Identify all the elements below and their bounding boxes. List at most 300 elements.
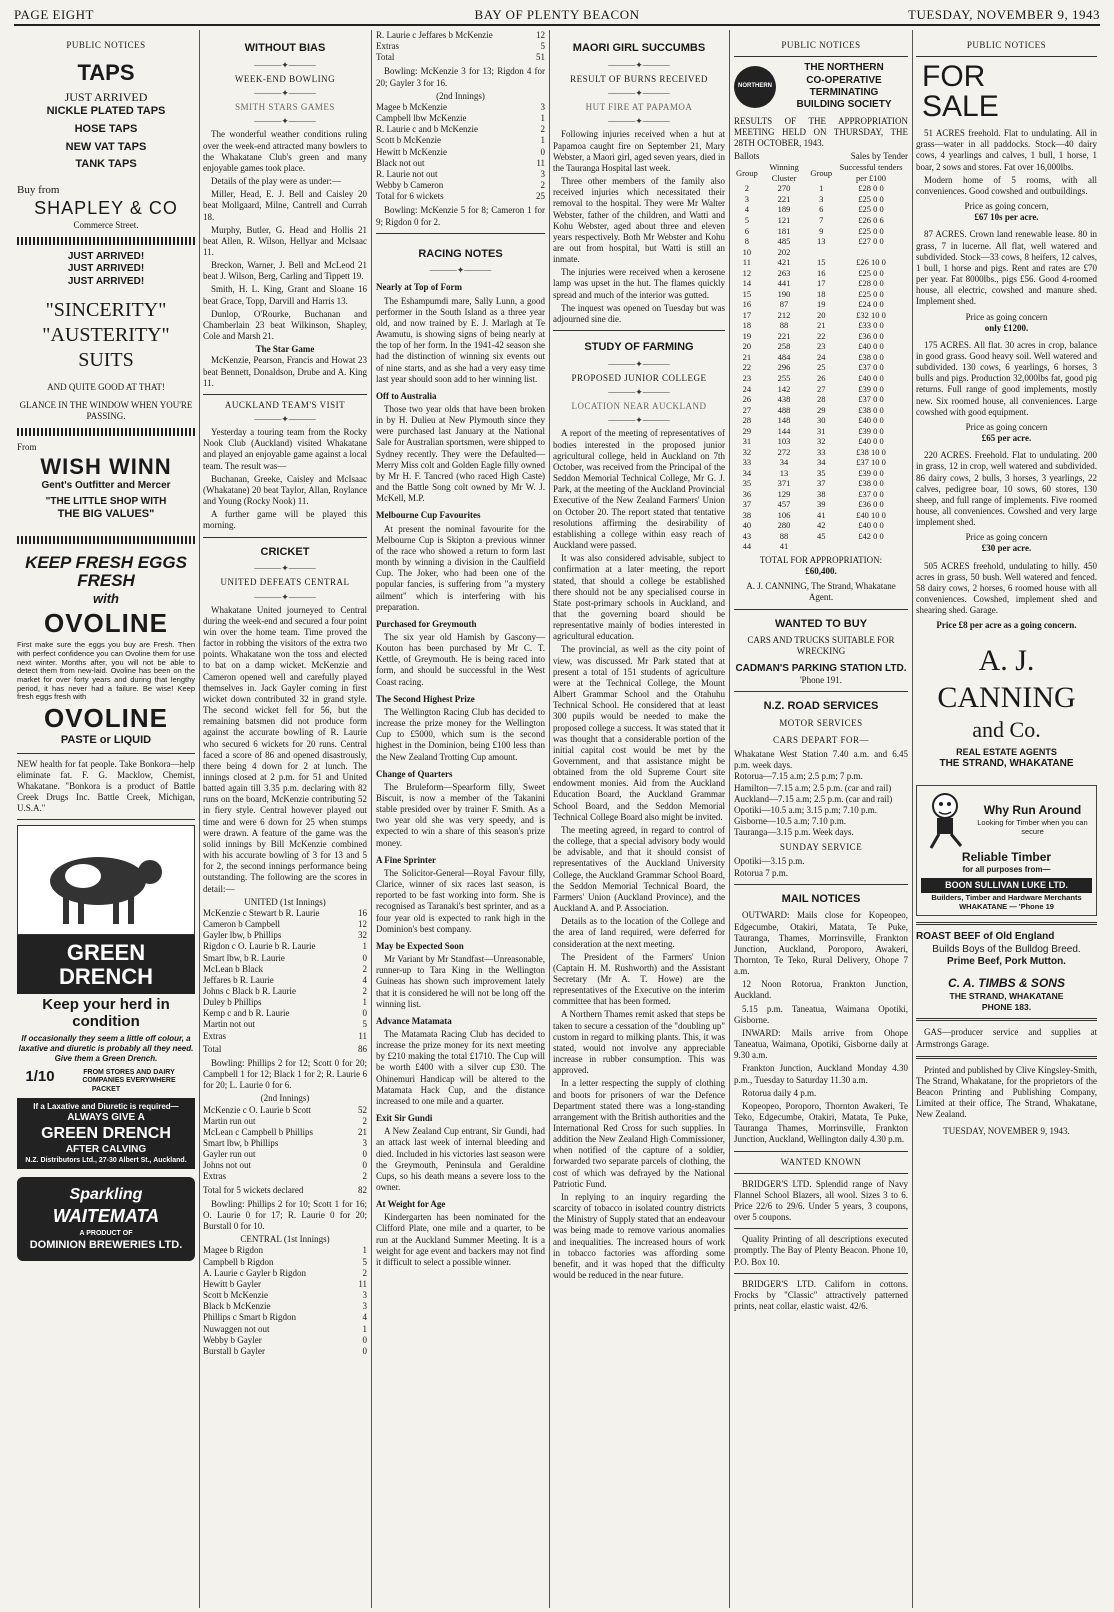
paragraph: Yesterday a touring team from the Rocky Nook Club (Auckland) visited Whakatane and played an enjoyable game against a local team. The result was— — [203, 427, 367, 471]
dominion-breweries: DOMINION BREWERIES LTD. — [29, 1239, 183, 1252]
racing-subhead: Purchased for Greymouth — [376, 618, 477, 629]
score-row — [376, 158, 545, 169]
table-cell: 21 — [742, 351, 752, 362]
real-estate-agents: REAL ESTATE AGENTS — [956, 747, 1057, 758]
society-name: BUILDING SOCIETY — [796, 99, 892, 111]
table-cell: 23 — [742, 372, 752, 383]
table-cell: 37 — [742, 499, 752, 510]
suits-heading: SUITS — [78, 348, 134, 371]
total-label: Total for 6 wickets — [376, 191, 444, 202]
table-cell: £25 0 0 — [858, 225, 884, 236]
table-cell: 40 — [742, 520, 752, 531]
player-name: R. Laurie c Jeffares b McKenzie — [376, 30, 493, 40]
table-row — [734, 341, 908, 352]
bowling-subheading: WEEK-END BOWLING — [234, 73, 336, 84]
table-cell: 34 — [816, 457, 826, 468]
maori-girl-heading: MAORI GIRL SUCCUMBS — [572, 42, 706, 54]
runs: 2 — [362, 985, 367, 996]
schedule-line: Rotorua—7.15 a.m; 2.5 p.m; 7 p.m. — [734, 771, 863, 782]
table-cell: 32 — [742, 446, 752, 457]
player-name: A. Laurie c Gayler b Rigdon — [203, 1267, 306, 1278]
runs: 11 — [536, 157, 545, 168]
runs: 2 — [540, 180, 545, 191]
runs: 2 — [362, 1267, 367, 1278]
society-name: THE NORTHERN — [804, 62, 884, 74]
score-row — [203, 908, 367, 919]
table-row — [734, 520, 908, 531]
runs: 3 — [362, 1301, 367, 1312]
player-name: Kemp c and b R. Laurie — [203, 1008, 290, 1019]
table-cell: 87 — [779, 299, 789, 310]
taps-item: NICKLE PLATED TAPS — [46, 105, 166, 118]
runs: 12 — [358, 919, 367, 930]
table-cell: 484 — [777, 351, 791, 362]
score-row — [203, 1116, 367, 1127]
player-name: Johns not out — [203, 1160, 252, 1171]
table-cell: £40 0 0 — [858, 415, 884, 426]
table-cell: £32 10 0 — [856, 309, 886, 320]
runs: 0 — [540, 146, 545, 157]
table-cell: 202 — [777, 246, 791, 257]
smith-stars-subheading: SMITH STARS GAMES — [235, 102, 335, 113]
innings-heading: (2nd Innings) — [436, 90, 485, 101]
classified: BRIDGER'S LTD. Californ in cottons. Frocks by "Classic" attractively patterned prints, neat collar, elastic waist. 42/6. — [734, 1278, 908, 1312]
runs: 1 — [540, 135, 545, 146]
table-cell: 441 — [777, 278, 791, 289]
score-row — [203, 1257, 367, 1268]
score-row — [203, 1127, 367, 1138]
player-name: Martin not out — [203, 1019, 255, 1030]
taps-item: TANK TAPS — [75, 158, 137, 171]
price-label: Price £8 per acre as a going concern. — [936, 620, 1077, 631]
reliable-timber: Reliable Timber — [961, 849, 1052, 864]
why-run-around: Why Run Around — [983, 803, 1082, 818]
table-cell: 33 — [816, 446, 826, 457]
just-arrived-1: JUST ARRIVED! — [67, 250, 145, 262]
table-cell: 3 — [744, 193, 749, 204]
page-number: PAGE EIGHT — [14, 7, 94, 22]
table-cell: £37 0 0 — [858, 362, 884, 373]
table-cell: 129 — [777, 488, 791, 499]
player-name: Martin run out — [203, 1115, 256, 1126]
keep-herd-heading: Keep your herd in condition — [42, 995, 170, 1030]
mail-notices-heading: MAIL NOTICES — [781, 892, 861, 905]
table-cell: 26 — [816, 372, 826, 383]
player-name: Smart lbw, b Phillips — [203, 1138, 279, 1148]
table-row — [734, 183, 908, 194]
table-cell: 33 — [742, 457, 752, 468]
table-cell: 31 — [816, 425, 826, 436]
drench-packet: PACKET — [91, 1086, 121, 1094]
table-cell: 39 — [816, 499, 826, 510]
racing-subhead: A Fine Sprinter — [376, 854, 436, 865]
table-row — [734, 478, 908, 489]
runs: 5 — [362, 1256, 367, 1267]
paragraph: Miller, Head, E. J. Bell and Caisley 20 beat Mollgaard, Milne, Cantrell and Currah 18. — [203, 189, 367, 222]
classified: BRIDGER'S LTD. Splendid range of Navy Flannel School Blazers, all wool. Sizes 3 to 6. Price 22/6 to 29/6. Under 5 years, 3 coupons, over 5 coupons. — [734, 1178, 908, 1223]
public-notices-heading: PUBLIC NOTICES — [66, 40, 146, 50]
paragraph: A Northern Thames remit asked that steps be taken to secure a cessation of the "doubling up" custom in regard to milking plants. This, it was stated, would not involve any appreciable increase in rubber consumption. This was approved. — [553, 1009, 725, 1076]
table-cell: £37 10 0 — [856, 457, 886, 468]
table-cell — [834, 541, 908, 552]
runs: 3 — [362, 1138, 367, 1148]
just-arrived-3: JUST ARRIVED! — [67, 275, 145, 287]
table-cell: 12 — [742, 267, 752, 278]
player-name: McKenzie c Stewart b R. Laurie — [203, 907, 320, 918]
taps-heading: TAPS — [77, 60, 135, 86]
paragraph: The Eshampumdi mare, Sally Lunn, a good performer in the South Island as a three year old, and now trained by E. J. Marlagh at Te Awamutu, is showing signs of being nearly at the top of her form. In the 1941-42 season she had the distinction of winning six events out of nine starts, and as she had a very easy time last year should soon add to her winning list. — [376, 295, 545, 384]
player-name: Gayler lbw, b Phillips — [203, 930, 282, 941]
table-cell: 16 — [742, 299, 752, 310]
table-cell: 4 — [744, 204, 749, 215]
cow-icon — [18, 826, 194, 934]
paragraph: The injuries were received when a kerosene lamp was upset in the hut. The flames quickly spread and much of the interior was gutted. — [553, 267, 725, 300]
wanted-to-buy-heading: WANTED TO BUY — [774, 617, 868, 630]
table-cell: 8 — [744, 236, 749, 247]
paragraph: Three other members of the family also received injuries which necessitated their removal to the hospital. They were Mr Walter Webster, father of the children, and Watti and Kohu Webster, aged about three and eleven years respectively. Both Mr Webster and Kohu are out from hospital, but Watti is still an inmate. — [553, 176, 725, 265]
racing-subhead: Off to Australia — [376, 390, 437, 401]
table-cell: 272 — [777, 446, 791, 457]
player-name: Webby b Gayler — [203, 1334, 262, 1345]
table-cell: £25 0 0 — [858, 288, 884, 299]
player-name: Gayler run out — [203, 1149, 256, 1160]
bulldog-breed: Builds Boys of the Bulldog Breed. — [932, 943, 1081, 955]
total-value: 86 — [358, 1043, 367, 1054]
appropriation-table — [734, 162, 908, 552]
table-cell: 24 — [742, 383, 752, 394]
schedule-line: Whakatane West Station 7.40 a.m. and 6.45 p.m. week days. — [734, 749, 908, 771]
laxative-line: If a Laxative and Diuretic is required— — [33, 1102, 179, 1112]
paragraph: Kindergarten has been nominated for the Clifford Plate, one mile and a quarter, to be run at the Auckland Summer Meeting. It is a weight for age event and backers may not find it difficult to select a possible winner. — [376, 1212, 545, 1267]
property-listing: 51 ACRES freehold. Flat to undulating. All in grass—water in all paddocks. Stock—40 dairy cows, 4 yearlings and calves, 1 bull, 1 horse, 1 boar, 2 sows and stores. Fat over 16,000lbs. — [916, 128, 1097, 172]
table-cell: 20 — [816, 309, 826, 320]
for-sale-heading-2: SALE — [922, 90, 999, 124]
table-row — [734, 468, 908, 479]
canning-co: and Co. — [972, 716, 1041, 742]
score-row — [376, 113, 545, 124]
player-name: McLean b Black — [203, 963, 263, 974]
schedule-line: Hamilton—7.15 a.m; 2.5 p.m. (car and rail) — [734, 782, 892, 793]
racing-subhead: Exit Sir Gundi — [376, 1113, 433, 1124]
table-cell: 22 — [742, 362, 752, 373]
paragraph: Murphy, Butler, G. Head and Hollis 21 beat Allen, R. Wilson, Hellyar and Mclsaac 11. — [203, 224, 367, 257]
innings-heading: UNITED (1st Innings) — [244, 896, 326, 907]
table-row — [734, 289, 908, 300]
table-cell: 148 — [777, 415, 791, 426]
table-cell: 189 — [777, 204, 791, 215]
table-cell: 19 — [816, 299, 826, 310]
builders-merchants: Builders, Timber and Hardware Merchants — [931, 892, 1082, 902]
total-label: Total — [203, 1043, 222, 1054]
column-1-advertisements — [14, 30, 198, 1608]
scorecard-united-2 — [203, 1105, 367, 1183]
scorecard-central-2 — [376, 102, 545, 191]
table-cell: 14 — [742, 278, 752, 289]
paragraph: At present the nominal favourite for the Melbourne Cup is Skipton a previous winner of the race who showed a return to form last month by winning a division in the Caulfield Cup. The Joker, who had been one of the popular fancies, is suffering from "a mystery ailment" which is interfering with his preparation. — [376, 523, 545, 612]
schedule-line: Opotiki—3.15 p.m. — [734, 856, 805, 867]
from-label: From — [17, 441, 37, 452]
table-cell: 42 — [816, 520, 826, 531]
runs: 32 — [358, 930, 367, 941]
imprint: Printed and published by Clive Kingsley-Smith, The Strand, Whakatane, for the proprietors of the Beacon Printing and Publishing Company, Limited at their office, The Strand, Whakatane, New Zealand. — [916, 1064, 1097, 1120]
table-cell: £27 0 0 — [858, 236, 884, 247]
score-row — [203, 919, 367, 930]
table-cell: 488 — [777, 404, 791, 415]
racing-subhead: Melbourne Cup Favourites — [376, 510, 481, 521]
bowling-figures: Bowling: McKenzie 5 for 8; Cameron 1 for 9; Rigdon 0 for 2. — [376, 205, 545, 227]
table-cell: £39 0 0 — [858, 383, 884, 394]
society-name: CO-OPERATIVE — [806, 74, 882, 86]
table-cell: £40 0 0 — [858, 341, 884, 352]
runs: 5 — [540, 41, 545, 52]
total-label: Total — [376, 52, 395, 63]
canning-logo: A. J. CANNING — [937, 643, 1076, 714]
table-cell: 41 — [779, 541, 789, 552]
player-name: Hewitt b McKenzie — [376, 146, 447, 157]
table-cell: 88 — [779, 320, 789, 331]
issue-date: TUESDAY, NOVEMBER 9, 1943 — [908, 7, 1100, 22]
mail-line: Rotorua daily 4 p.m. — [742, 1087, 817, 1098]
table-cell: £38 0 0 — [858, 404, 884, 415]
table-cell: 263 — [777, 267, 791, 278]
table-cell: 18 — [742, 320, 752, 331]
score-row — [376, 30, 545, 41]
table-cell: 13 — [816, 236, 826, 247]
table-row — [734, 457, 908, 468]
bowling-figures: Bowling: Phillips 2 for 12; Scott 0 for 20; Campbell 1 for 12; Black 1 for 2; R. Laurie 6 for 20; L. Laurie 0 for 6. — [203, 1057, 367, 1091]
table-cell: 31 — [742, 436, 752, 447]
wanted-known-heading: WANTED KNOWN — [780, 1156, 862, 1167]
table-cell: £40 10 0 — [856, 509, 886, 520]
player-name: R. Laurie not out — [376, 168, 438, 179]
paragraph: The President of the Farmers' Union (Captain H. M. Rushworth) and the Assistant Secretary (Mr A. T. Howe) are the representatives of the Executive on the interim committee that has been formed. — [553, 951, 725, 1007]
player-name: R. Laurie c and b McKenzie — [376, 124, 478, 135]
player-name: Extras — [203, 1171, 226, 1182]
after-calving: AFTER CALVING — [65, 1144, 147, 1156]
schedule-line: Opotiki—10.5 a.m; 3.15 p.m; 7.10 p.m. — [734, 804, 877, 815]
innings-heading: (2nd Innings) — [260, 1093, 310, 1104]
table-cell: £25 0 0 — [858, 193, 884, 204]
burns-subheading: RESULT OF BURNS RECEIVED — [570, 73, 708, 84]
table-cell: 25 — [816, 362, 826, 373]
player-name: Smart lbw, b R. Laurie — [203, 952, 285, 963]
property-listing: 87 ACRES. Crown land renewable lease. 80 in grass, 7 in lucerne. All flat, well watered and subdivided. Stock—33 cows, 8 heifers, 12 calves, 1 bull, 1 horse and pigs. Rent and rates are £70 per year. Fat 8000lbs., pigs £56. Good 4-roomed house, all electric, cowshed and manure shed. Implement shed. — [916, 229, 1097, 307]
table-cell: 485 — [777, 236, 791, 247]
paragraph: Following injuries received when a hut at Papamoa caught fire on September 21, Mary Webster, a Maori girl, aged seven years, died in the Tauranga Hospital last week. — [553, 129, 725, 173]
taps-item: NEW VAT TAPS — [65, 140, 147, 153]
table-cell: £33 0 0 — [858, 320, 884, 331]
prime-beef: Prime Beef, Pork Mutton. — [947, 956, 1066, 968]
score-row — [203, 1008, 367, 1019]
table-cell: 16 — [816, 267, 826, 278]
with-label: with — [93, 591, 119, 607]
player-name: Campbell lbw McKenzie — [376, 113, 467, 124]
player-name: Webby b Cameron — [376, 180, 444, 191]
player-name: Rigdon c O. Laurie b R. Laurie — [203, 941, 316, 952]
all-purposes: for all purposes from— — [962, 864, 1051, 874]
bowling-figures: Bowling: Phillips 2 for 10; Scott 1 for 16; O. Laurie 0 for 17; R. Laurie 0 for 20; Burstall 0 for 10. — [203, 1198, 367, 1232]
score-row — [203, 1335, 367, 1346]
table-cell: 37 — [816, 478, 826, 489]
racing-subhead: May be Expected Soon — [376, 940, 464, 951]
score-row — [203, 941, 367, 952]
score-row — [203, 1031, 367, 1042]
agent-line: A. J. CANNING, The Strand, Whakatane Agent. — [746, 581, 896, 603]
runs: 16 — [358, 907, 367, 918]
public-notices-heading: PUBLIC NOTICES — [781, 40, 861, 50]
ovoline-text: First make sure the eggs you buy are Fresh. Then with perfect confidence you can Ovoline them for use next winter. Months after, you will not be able to detect them from new-laid. Ovoline has been on the market for over forty years and during that lengthy period, it has never had a failure. Be wise! Keep fresh eggs fresh with — [17, 640, 195, 702]
score-row — [203, 986, 367, 997]
table-cell: £40 0 0 — [858, 520, 884, 531]
table-row — [734, 236, 908, 247]
paragraph: The Bruleform—Spearform filly, Sweet Biscuit, is now a member of the Takanini stable presided over by trainer F. Smith. As a two year old she was very speedy, and is expected to win a share of this season's prize money. — [376, 781, 545, 848]
player-name: McKenzie c O. Laurie b Scott — [203, 1104, 311, 1115]
star-game-heading: The Star Game — [255, 344, 315, 355]
table-row — [734, 499, 908, 510]
runs: 2 — [362, 1115, 367, 1126]
table-cell: 38 — [742, 509, 752, 520]
waitemata-logo: WAITEMATA — [52, 1206, 160, 1227]
table-row — [734, 299, 908, 310]
score-row — [203, 975, 367, 986]
player-name: Cameron b Campbell — [203, 919, 280, 930]
roast-beef-heading: ROAST BEEF of Old England — [916, 931, 1055, 943]
table-cell: 103 — [777, 436, 791, 447]
paragraph: Dunlop, O'Rourke, Buchanan and Chamberlain 23 beat Wilkinson, Shapley, Cole and Marsh 21. — [203, 308, 367, 342]
player-name: Scott b McKenzie — [376, 135, 441, 146]
table-cell: 15 — [816, 257, 826, 268]
paragraph: Details of the play were as under:— — [211, 176, 341, 187]
score-row — [203, 1346, 367, 1357]
price-value: £65 per acre. — [981, 433, 1032, 444]
glance-window: GLANCE IN THE WINDOW WHEN YOU'RE PASSING. — [19, 399, 193, 421]
score-row — [203, 1312, 367, 1323]
player-name: Nuwaggen not out — [203, 1323, 270, 1334]
table-cell: £25 0 0 — [858, 204, 884, 215]
table-row — [734, 278, 908, 289]
boon-sullivan-luke: BOON SULLIVAN LUKE LTD. — [921, 878, 1092, 893]
paragraph: A New Zealand Cup entrant, Sir Gundi, had an attack last week of internal bleeding and died. Included in his victories last season were the Greymouth, Peninsula and Geraldine Cups, so his death means a severe loss to the owner. — [376, 1126, 545, 1192]
table-cell: 106 — [777, 509, 791, 520]
austerity-heading: "AUSTERITY" — [42, 323, 170, 346]
player-name: Extras — [376, 41, 399, 52]
ballots-label: Ballots — [734, 151, 760, 162]
table-cell: £26 10 0 — [856, 257, 886, 268]
united-defeats-subheading: UNITED DEFEATS CENTRAL — [220, 577, 350, 588]
score-row — [203, 1290, 367, 1301]
table-row — [734, 373, 908, 384]
sales-label: Sales by Tender — [850, 151, 908, 162]
paragraph: A further game will be played this morning. — [203, 509, 367, 531]
sunday-schedule — [734, 856, 908, 878]
table-row — [734, 489, 908, 500]
scorecard-central-1 — [203, 1245, 367, 1357]
table-cell: 371 — [777, 478, 791, 489]
table-cell: £40 0 0 — [858, 436, 884, 447]
table-cell: 44 — [742, 541, 752, 552]
price-label: Price as going concern — [965, 311, 1048, 322]
paragraph: In a letter respecting the supply of clothing and boots for prisoners of war the Defence Department stated there was a long-standing arrangement with the British authorities and the International Red Cross for such supplies. In addition the New Zealand High Commissioner, when notified of the capture of a soldier, forwarded two separate parcels of clothing, the cost of which was defrayed by the National Patriotic Fund. — [553, 1078, 725, 1189]
player-name: Johns c Black b R. Laurie — [203, 985, 296, 996]
scorecard-united-1 — [203, 908, 367, 1042]
score-row — [376, 169, 545, 180]
runs: 2 — [362, 1171, 367, 1182]
table-row — [734, 510, 908, 521]
cars-trucks: CARS AND TRUCKS SUITABLE FOR WRECKING — [747, 635, 895, 657]
mail-line: Kopeopeo, Poroporo, Thornton Awakeri, Te Teko, Edgecumbe, Otakiri, Matata, Te Puke, Tauranga Thames, Morrinsville, Frankton Junction, Auckland, Wellington daily 4.30 p.m. — [734, 1100, 908, 1145]
table-cell: £40 0 0 — [858, 372, 884, 383]
score-row — [203, 1105, 367, 1116]
paragraph: The six year old Hamish by Gascony—Kouton has been purchased by Mr C. T. Kettle, of Greymouth. He is being raced into form, and should be successful in the West Coast racing. — [376, 631, 545, 687]
timbs-phone: PHONE 183. — [981, 1001, 1032, 1012]
table-cell — [834, 247, 908, 258]
table-cell: 17 — [816, 278, 826, 289]
runs: 12 — [536, 30, 545, 40]
table-row — [734, 405, 908, 416]
table-row — [734, 226, 908, 237]
road-services-heading: N.Z. ROAD SERVICES — [763, 700, 879, 713]
table-cell: £24 0 0 — [858, 299, 884, 310]
fresh-eggs-heading: KEEP FRESH EGGS FRESH — [25, 552, 187, 591]
cow-illustration — [17, 825, 195, 935]
runs: 0 — [362, 1334, 367, 1345]
table-cell: £28 0 0 — [858, 278, 884, 289]
mail-line: OUTWARD: Mails close for Kopeopeo, Edgecumbe, Otakiri, Matata, Te Puke, Tauranga, Thames, Morrinsville, Frankton Junction, Auckland, Poroporo, Awakeri, Thornton, Te Teko, Rural Delivery, Ohope 7 a.m. — [734, 910, 908, 977]
table-cell: £36 0 0 — [858, 499, 884, 510]
timbs-name: C. A. TIMBS & SONS — [948, 976, 1065, 991]
table-cell: 20 — [742, 341, 752, 352]
score-row — [376, 135, 545, 146]
society-name: TERMINATING — [809, 86, 879, 98]
price-value: £30 per acre. — [981, 543, 1032, 554]
table-cell: 6 — [819, 204, 824, 215]
schedule-line: Rotorua 7 p.m. — [734, 867, 788, 878]
table-cell: 34 — [742, 467, 752, 478]
just-arrived-2: JUST ARRIVED! — [67, 263, 145, 275]
total-value: 51 — [536, 52, 545, 63]
property-listing: 220 ACRES. Freehold. Flat to undulating. 200 in grass, 12 in crop, well watered and subdivided. 86 dairy cows, 2 bulls, 3 horses, 3 yearlings, 22 calves, pedigree boar, 10 sows, 60 stores, 130 sheep, and full range of implements. Five roomed house, all conveniences. Cowshed and very large implement shed. — [916, 450, 1097, 528]
table-row — [734, 436, 908, 447]
cadman-phone: 'Phone 191. — [799, 674, 843, 685]
runs: 2 — [362, 963, 367, 974]
table-cell: 270 — [777, 183, 791, 194]
table-cell: 30 — [816, 415, 826, 426]
runs: 0 — [362, 1008, 367, 1019]
table-cell: 3 — [819, 193, 824, 204]
score-row — [203, 1149, 367, 1160]
score-row — [203, 964, 367, 975]
runs: 11 — [358, 1278, 367, 1289]
results-heading: RESULTS OF THE APPROPRIATION MEETING HELD ON THURSDAY, THE 28TH OCTOBER, 1943. — [734, 115, 908, 149]
study-farming-heading: STUDY OF FARMING — [584, 341, 694, 354]
mail-line: 5.15 p.m. Taneatua, Waimana Opotiki, Gisborne. — [734, 1003, 908, 1025]
table-cell: 5 — [744, 215, 749, 225]
score-row — [376, 102, 545, 113]
mail-line: INWARD: Mails arrive from Ohope Taneatua, Waimana, Opotiki, Gisborne daily at 9.30 a.m. — [734, 1027, 908, 1061]
cricket-report: Whakatane United journeyed to Central during the week-end and secured a four point win over the home team. Time proved the factor in robbing the visitors of the extra two points. Whakatane won the toss and elected to bat on a damp wicket. McKenzie and Cameron opened well and carefully played themselves in. Jack Gayler coming in first wicket down contributed 32 in grand style. The second wicket fell for 56, but the remaining batsmen did not produce form against the accurate bowling of R. Laurie who secured 6 wickets for 20 runs. Central faced a score of 86 and opened disastrously, there being 4 down for 2 at lunch. The innings closed at 2 p.m. for 51 and United batted again till 3.35 p.m. declaring with 82 runs on the board, McKenzie contributing 52 in fiery style. Central however played out time and were 6 down for 25 when stumps were drawn. A feature of the game was the solid innings by Bill McKenzie combined with his accurate bowling of 3 for 13 and 5 for 2, the second innings performance being outstanding. The following are the scores in detail:— — [203, 604, 367, 894]
score-row — [203, 997, 367, 1008]
table-row — [734, 541, 908, 552]
score-row — [203, 1301, 367, 1312]
without-bias-heading: WITHOUT BIAS — [244, 42, 326, 54]
column-3-racing: R. Laurie c Jeffares b McKenzie 12 Extras 5 Total 51 Bowling: McKenzie 3 for 13; Rigdon 4 for 20; Gayler 3 for 16. (2nd Innings) Magee b McKenzie 3 Campbell lbw McKenzie 1 R. Laurie c and b McKenzie 2 Scott b McKenzie 1 Hewitt b McKenzie 0 Black not out 11 R. Laurie not out 3 Webby b Cameron 2 Total for 6 wickets 25 Bowling: McKenzie 5 for 8; Cameron 1 for 9; Rigdon 0 for 2. RACING NOTES ———✦——— Nearly at Top of Form The Eshampumdi mare, Sally Lunn, a good performer in the South Island as a three year old, and now trained by E. J. Marlagh at Te Awamutu, is showing signs of being nearly at the top of her form. In the 1941-42 season she had the distinction of winning six events out of nine starts, and as she had a very easy time last year should soon add to her winning list. Off to Australia Those two year olds that have been broken in by H. Dulieu at New Plymouth since they were purchased last January at the National Sale for Australian sportsmen, were shipped to Sydney recently. They were the Defaulted—Merry Miss colt and Golden Eagle filly owned by Mr H. F. Tancred (who raced High Caste) and the Battle Song colt owned by Mr W. J. McKell, M.P. Melbourne Cup Favourites At present the nominal favourite for the Melbourne Cup is Skipton a previous winner of the race who showed a return to form last month by winning a division in the Caulfield Cup. The Joker, who had been one of the popular fancies, is suffering from "a mystery ailment" which is interfering with his preparation. Purchased for Greymouth The six year old Hamish by Gascony—Kouton has been purchased by Mr C. T. Kettle, of Greymouth. He is being raced into form, and should be successful in the West Coast racing. The Second Highest Prize The Wellington Racing Club has decided to increase the prize money for the Wellington Cup to £5000, which sum is the second highest in the Dominion, being £100 less than the New Zealand Trotting Cup amount. Change of Quarters The Bruleform—Spearform filly, Sweet Biscuit, is now a member of the Takanini stable presided over by trainer F. Smith. As a two year old she was very speedy, and is expected to win a share of this season's prize money. A Fine Sprinter The Solicitor-General—Royal Favour filly, Clarice, winner of six races last season, is reported to be fast working into form. She is recognised as Taranaki's best sprinter, and as a four year old is expected to rank high in the Dominion's best company. May be Expected Soon Mr Variant by Mr Standfast—Unreasonable, runner-up to Tara King in the Wellington Guineas has shown such improvement lately that it is considered he will not be long off the winning list. Advance Matamata The Matamata Racing Club has decided to increase the prize money for its next meeting by £210 making the total £1710. The Cup will be worth £400 with a silver cup £30. The Ohinemuri Handicap will be altered to the Matamata Hack Cup, and the distance increased to one mile and a quarter. Exit Sir Gundi A New Zealand Cup entrant, Sir Gundi, had an attack last week of internal bleeding and died. Included in his victories last season were the Greymouth, Peninsula and Geraldine Cups, so his death means a severe loss to the owner. At Weight for Age Kindergarten has been nominated for the Clifford Plate, one mile and a quarter, to be run at the Auckland Summer Meeting. It is a weight for age event and backers may not find it difficult to select a possible winner. — [376, 30, 545, 1267]
paragraph: In replying to an inquiry regarding the scarcity of tobacco in isolated country districts the Ministry of Supply stated that an endeavour was being made to remove various anomalies and inequalities. The increased hours of work in tobacco factories was affording some benefit, and it was hoped that the difficulty would be reduced in the near future. — [553, 1191, 725, 1281]
price-value: only £1200. — [984, 322, 1029, 333]
column-4-news: MAORI GIRL SUCCUMBS ———✦——— RESULT OF BURNS RECEIVED ———✦——— HUT FIRE AT PAPAMOA ———✦——— Following injuries received when a hut at Papamoa caught fire on September 21, Mary Webster, a Maori girl, aged seven years, died in the Tauranga Hospital last week. Three other members of the family also received injuries which necessitated their removal to the hospital. They were Mr Walter Webster, father of the children, and Watti and Kohu Webster, aged about three and eleven years respectively. Both Mr Webster and Kohu are out from hospital, but Watti is still an inmate. The injuries were received when a kerosene lamp was upset in the hut. The flames quickly spread and much of the interior was gutted. The inquest was opened on Tuesday but was adjourned sine die. STUDY OF FARMING ———✦——— PROPOSED JUNIOR COLLEGE ———✦——— LOCATION NEAR AUCKLAND ———✦——— A report of the meeting of representatives of bodies interested in the proposed junior agricultural college, held in Auckland on 7th October, was received from the Principal of the Seddon Memorial Technical College, Mr G. J. Park, at the meeting of the Auckland Provincial Executive of the New Zealand Farmers' Union on October 20. The report stated that tentative resolutions affirming the desirability of establishing a college within easy reach of Auckland were passed. It was also considered advisable, subject to confirmation at a later meeting, the report stated, that should a college be established there should not be any specialised course in State post-primary schools in Auckland, and that the governing board should be representative mainly of bodies interested in agricultural education. The provincial, as well as the city point of view, was discussed. Mr Park stated that at present a total of 151 students of agriculture were at the Technical College, the Mount Albert Grammar School and the Otahuhu Technical School. He considered that at least 300 pupils would be needed to make the proposed college a success. It was stated that it was thought that a considerable portion of the initial capital cost would be met by the Government, and that assistance might be obtained from the old Supreme Court site endowment monies. Aid from the Auckland Education Board, the Auckland Grammar School Board, and the Seddon Memorial Technical College Board also might be invited. The meeting agreed, in regard to control of the college, that a special advisory body would be advisable, and that it should consist of representatives of the Auckland University College, the Auckland Grammar School Board, the Seddon Memorial Technical Board, the Farmers' Union (Auckland Province), and the Auckland A. and P. Association. Details as to the location of the College and the area of land required, were deferred for consideration at the next meeting. The President of the Farmers' Union (Captain H. M. Rushworth) and the Assistant Secretary (Mr A. T. Howe) are the representatives of the Executive on the interim committee that has been formed. A Northern Thames remit asked that steps be taken to secure a cessation of the "doubling up" custom in regard to milking plants. This, it was stated, would not involve any appreciable increase in rubber consumption. This was approved. In a letter respecting the supply of clothing and boots for prisoners of war the Defence Department stated there was a long-standing arrangement with the British authorities and the International Red Cross for such supplies. In addition the New Zealand High Commissioner, when notified of the capture of a soldier, forwarded two separate parcels of clothing, the cost of which was defrayed by the National Patriotic Fund. In replying to an inquiry regarding the scarcity of tobacco in isolated country districts the Ministry of Supply stated that an endeavour was being made to remove various anomalies and inequalities. The increased hours of work in tobacco factories was affording some benefit, and it was hoped that the difficulty would be reduced in the near future. — [553, 42, 725, 1281]
table-cell: 11 — [742, 257, 751, 268]
runs: 2 — [540, 124, 545, 135]
table-cell: 26 — [742, 394, 752, 405]
